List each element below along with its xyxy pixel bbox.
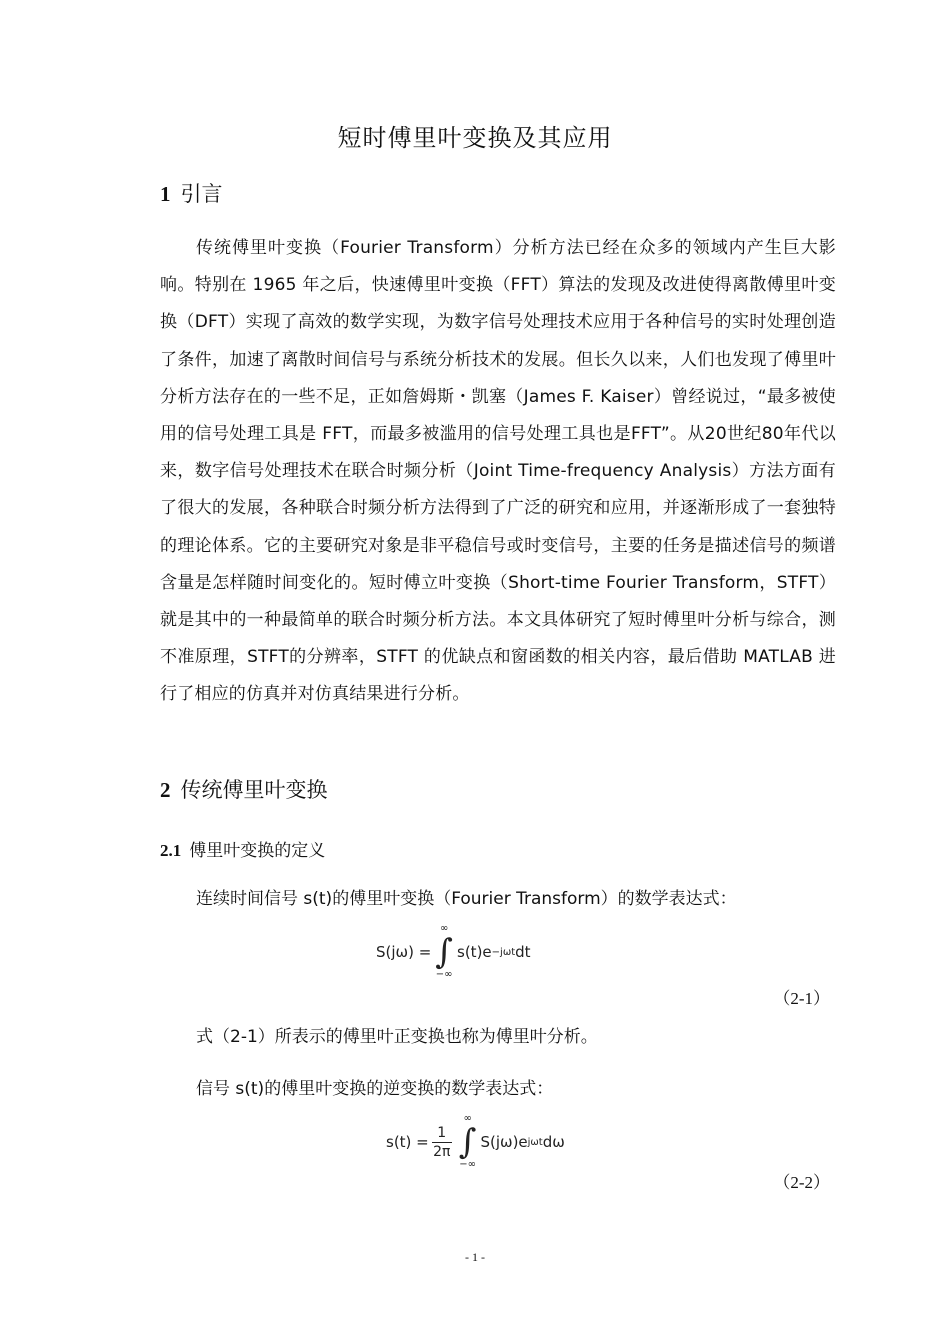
equation-lhs: S(jω) = <box>376 943 432 961</box>
fourier-definition-line: 连续时间信号 s(t)的傅里叶变换（Fourier Transform）的数学表达式： <box>196 889 737 909</box>
exponent: −jωt <box>491 946 516 958</box>
equation-2-2 <box>386 1114 565 1170</box>
integral-upper-limit: ∞ <box>439 923 449 934</box>
equation-label-2-2: （2-2） <box>773 1173 830 1192</box>
equation-lhs: s(t) = <box>386 1133 429 1151</box>
section-heading-2 <box>160 774 328 804</box>
integral-lower-limit: −∞ <box>435 969 453 980</box>
document-title: 短时傅里叶变换及其应用 <box>337 124 613 152</box>
differential: dω <box>542 1133 565 1151</box>
integrand: s(t)e <box>457 943 492 961</box>
integral-symbol: ∫ <box>435 932 454 972</box>
integral-sign <box>459 1114 477 1170</box>
fraction-numerator: 1 <box>437 1124 447 1141</box>
fraction-bar <box>432 1142 452 1143</box>
section-title: 传统傅里叶变换 <box>180 778 328 802</box>
integral-upper-limit: ∞ <box>463 1113 472 1124</box>
section-heading-1 <box>160 178 223 208</box>
equation-2-1 <box>376 924 531 980</box>
integral-lower-limit: −∞ <box>459 1159 476 1170</box>
intro-paragraph: 传统傅里叶变换（Fourier Transform）分析方法已经在众多的领域内产生巨大影响。特别在 1965 年之后，快速傅里叶变换（FFT）算法的发现及改进使得离散傅里叶变换（DFT）实现了高效的数学实现，为数字信号处理技术应用于各种信号的实时处理创造了条件，加速了离散时间信号与系统分析技术的发展。但长久以来，人们也发现了傅里叶分析方法存在的一些不足，正如詹姆斯・凯塞（James F. Kaiser）曾经说过，“最多被使用的信号处理工具是 FFT，而最多被滥用的信号处理工具也是FFT”。从20世纪80年代以来，数字信号处理技术在联合时频分析（Joint Time-frequency Analysis）方法方面有了很大的发展，各种联合时频分析方法得到了广泛的研究和应用，并逐渐形成了一套独特的理论体系。它的主要研究对象是非平稳信号或时变信号，主要的任务是描述信号的频谱含量是怎样随时间变化的。短时傅立叶变换（Short-time Fourier Transform，STFT）就是其中的一种最简单的联合时频分析方法。本文具体研究了短时傅里叶分析与综合，测不准原理，STFT的分辨率，STFT 的优缺点和窗函数的相关内容，最后借助 MATLAB 进行了相应的仿真并对仿真结果进行分析。 <box>160 238 836 705</box>
section-title: 引言 <box>180 182 223 206</box>
equation-label-2-1: （2-1） <box>773 989 830 1008</box>
integral-symbol: ∫ <box>458 1122 477 1162</box>
integral-sign <box>435 924 453 980</box>
page-number: - 1 - <box>465 1250 485 1264</box>
subsection-heading-2-1 <box>160 836 325 861</box>
differential: dt <box>515 943 531 961</box>
forward-transform-description: 式（2-1）所表示的傅里叶正变换也称为傅里叶分析。 <box>196 1027 598 1047</box>
fraction-denominator: 2π <box>433 1143 451 1160</box>
subsection-number: 2.1 <box>160 841 182 860</box>
fraction <box>432 1125 452 1160</box>
inverse-transform-line: 信号 s(t)的傅里叶变换的逆变换的数学表达式： <box>196 1079 554 1099</box>
section-number: 1 <box>160 182 171 206</box>
integrand: S(jω)e <box>480 1133 528 1151</box>
exponent: jωt <box>527 1136 543 1148</box>
section-number: 2 <box>160 778 171 802</box>
subsection-title: 傅里叶变换的定义 <box>189 841 326 861</box>
